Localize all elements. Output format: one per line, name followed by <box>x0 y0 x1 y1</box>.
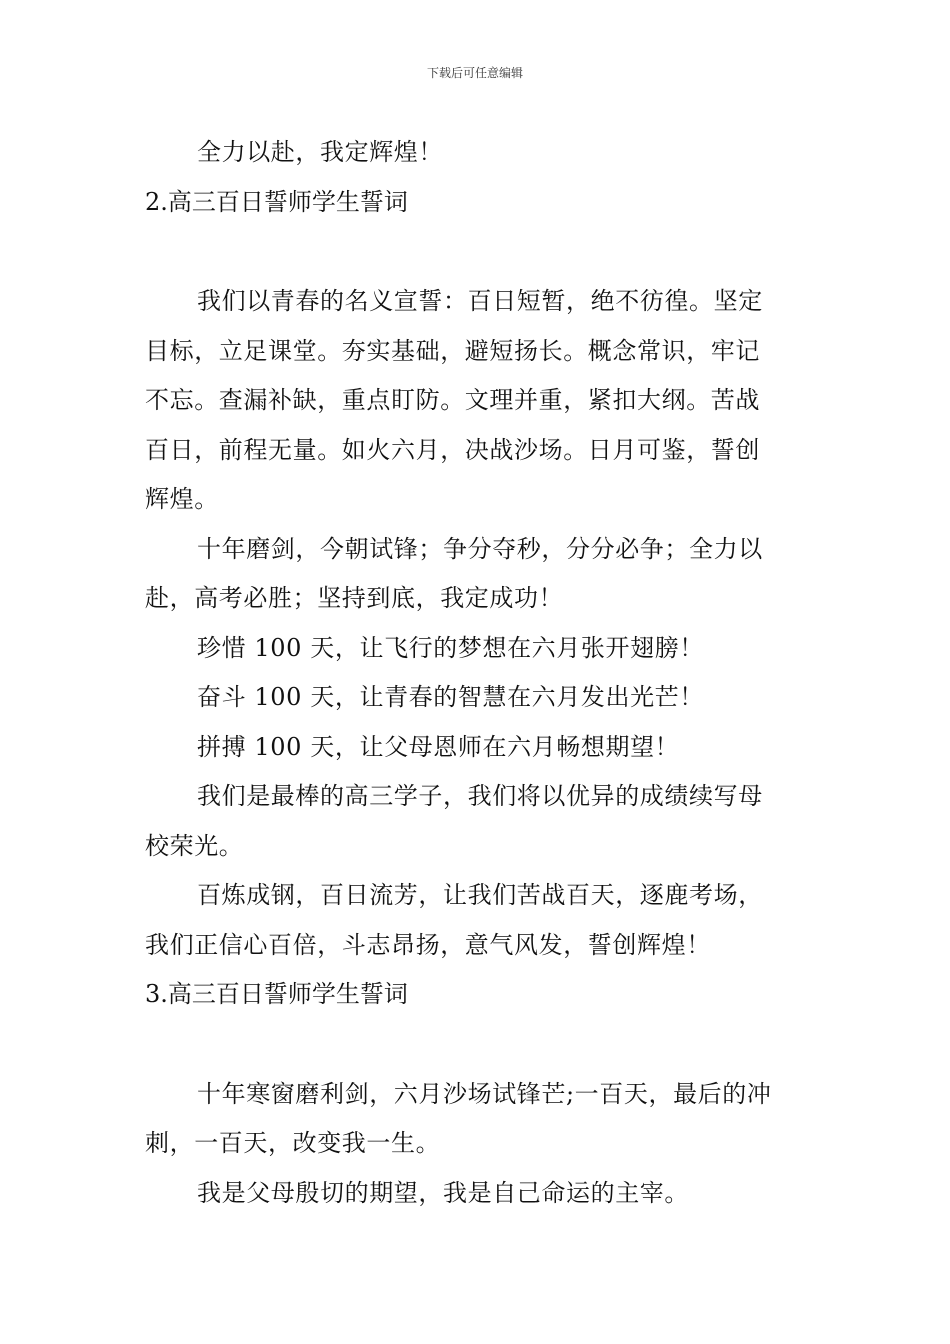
text-line: 百炼成钢，百日流芳，让我们苦战百天，逐鹿考场， <box>197 881 763 909</box>
text-line: 十年磨剑，今朝试锋；争分夺秒，分分必争；全力以 <box>197 534 763 563</box>
text-line: 奋斗 100 天，让青春的智慧在六月发出光芒！ <box>197 683 704 711</box>
text-line: 我是父母殷切的期望，我是自己命运的主宰。 <box>197 1178 689 1207</box>
text-line: 刺，一百天，改变我一生。 <box>145 1129 441 1157</box>
text-line: 全力以赴，我定辉煌！ <box>197 138 443 166</box>
text-line: 目标，立足课堂。夯实基础，避短扬长。概念常识，牢记 <box>145 336 760 365</box>
text-line: 拼搏 100 天，让父母恩师在六月畅想期望！ <box>197 732 680 761</box>
text-line: 珍惜 100 天，让飞行的梦想在六月张开翅膀！ <box>197 633 704 662</box>
text-line: 我们正信心百倍，斗志昂扬，意气风发，誓创辉煌！ <box>145 930 711 959</box>
text-line: 赴，高考必胜；坚持到底，我定成功！ <box>145 584 564 612</box>
section-spacer <box>145 227 809 277</box>
text-line: 辉煌。 <box>145 485 219 513</box>
text-line: 百日，前程无量。如火六月，决战沙场。日月可鉴，誓创 <box>145 435 760 464</box>
text-line: 我们是最棒的高三学子，我们将以优异的成绩续写母 <box>197 782 763 810</box>
page-header-note: 下载后可任意编辑 <box>426 66 523 80</box>
section-heading: 2.高三百日誓师学生誓词 <box>145 187 408 216</box>
section-spacer <box>145 1020 809 1070</box>
text-line: 校荣光。 <box>145 831 244 860</box>
text-line: 不忘。查漏补缺，重点盯防。文理并重，紧扣大纲。苦战 <box>145 386 760 414</box>
section-heading: 3.高三百日誓师学生誓词 <box>145 980 408 1008</box>
text-line: 十年寒窗磨利剑，六月沙场试锋芒;一百天，最后的冲 <box>197 1079 772 1108</box>
document-body <box>145 128 809 1218</box>
text-line: 我们以青春的名义宣誓：百日短暂，绝不彷徨。坚定 <box>197 287 763 315</box>
